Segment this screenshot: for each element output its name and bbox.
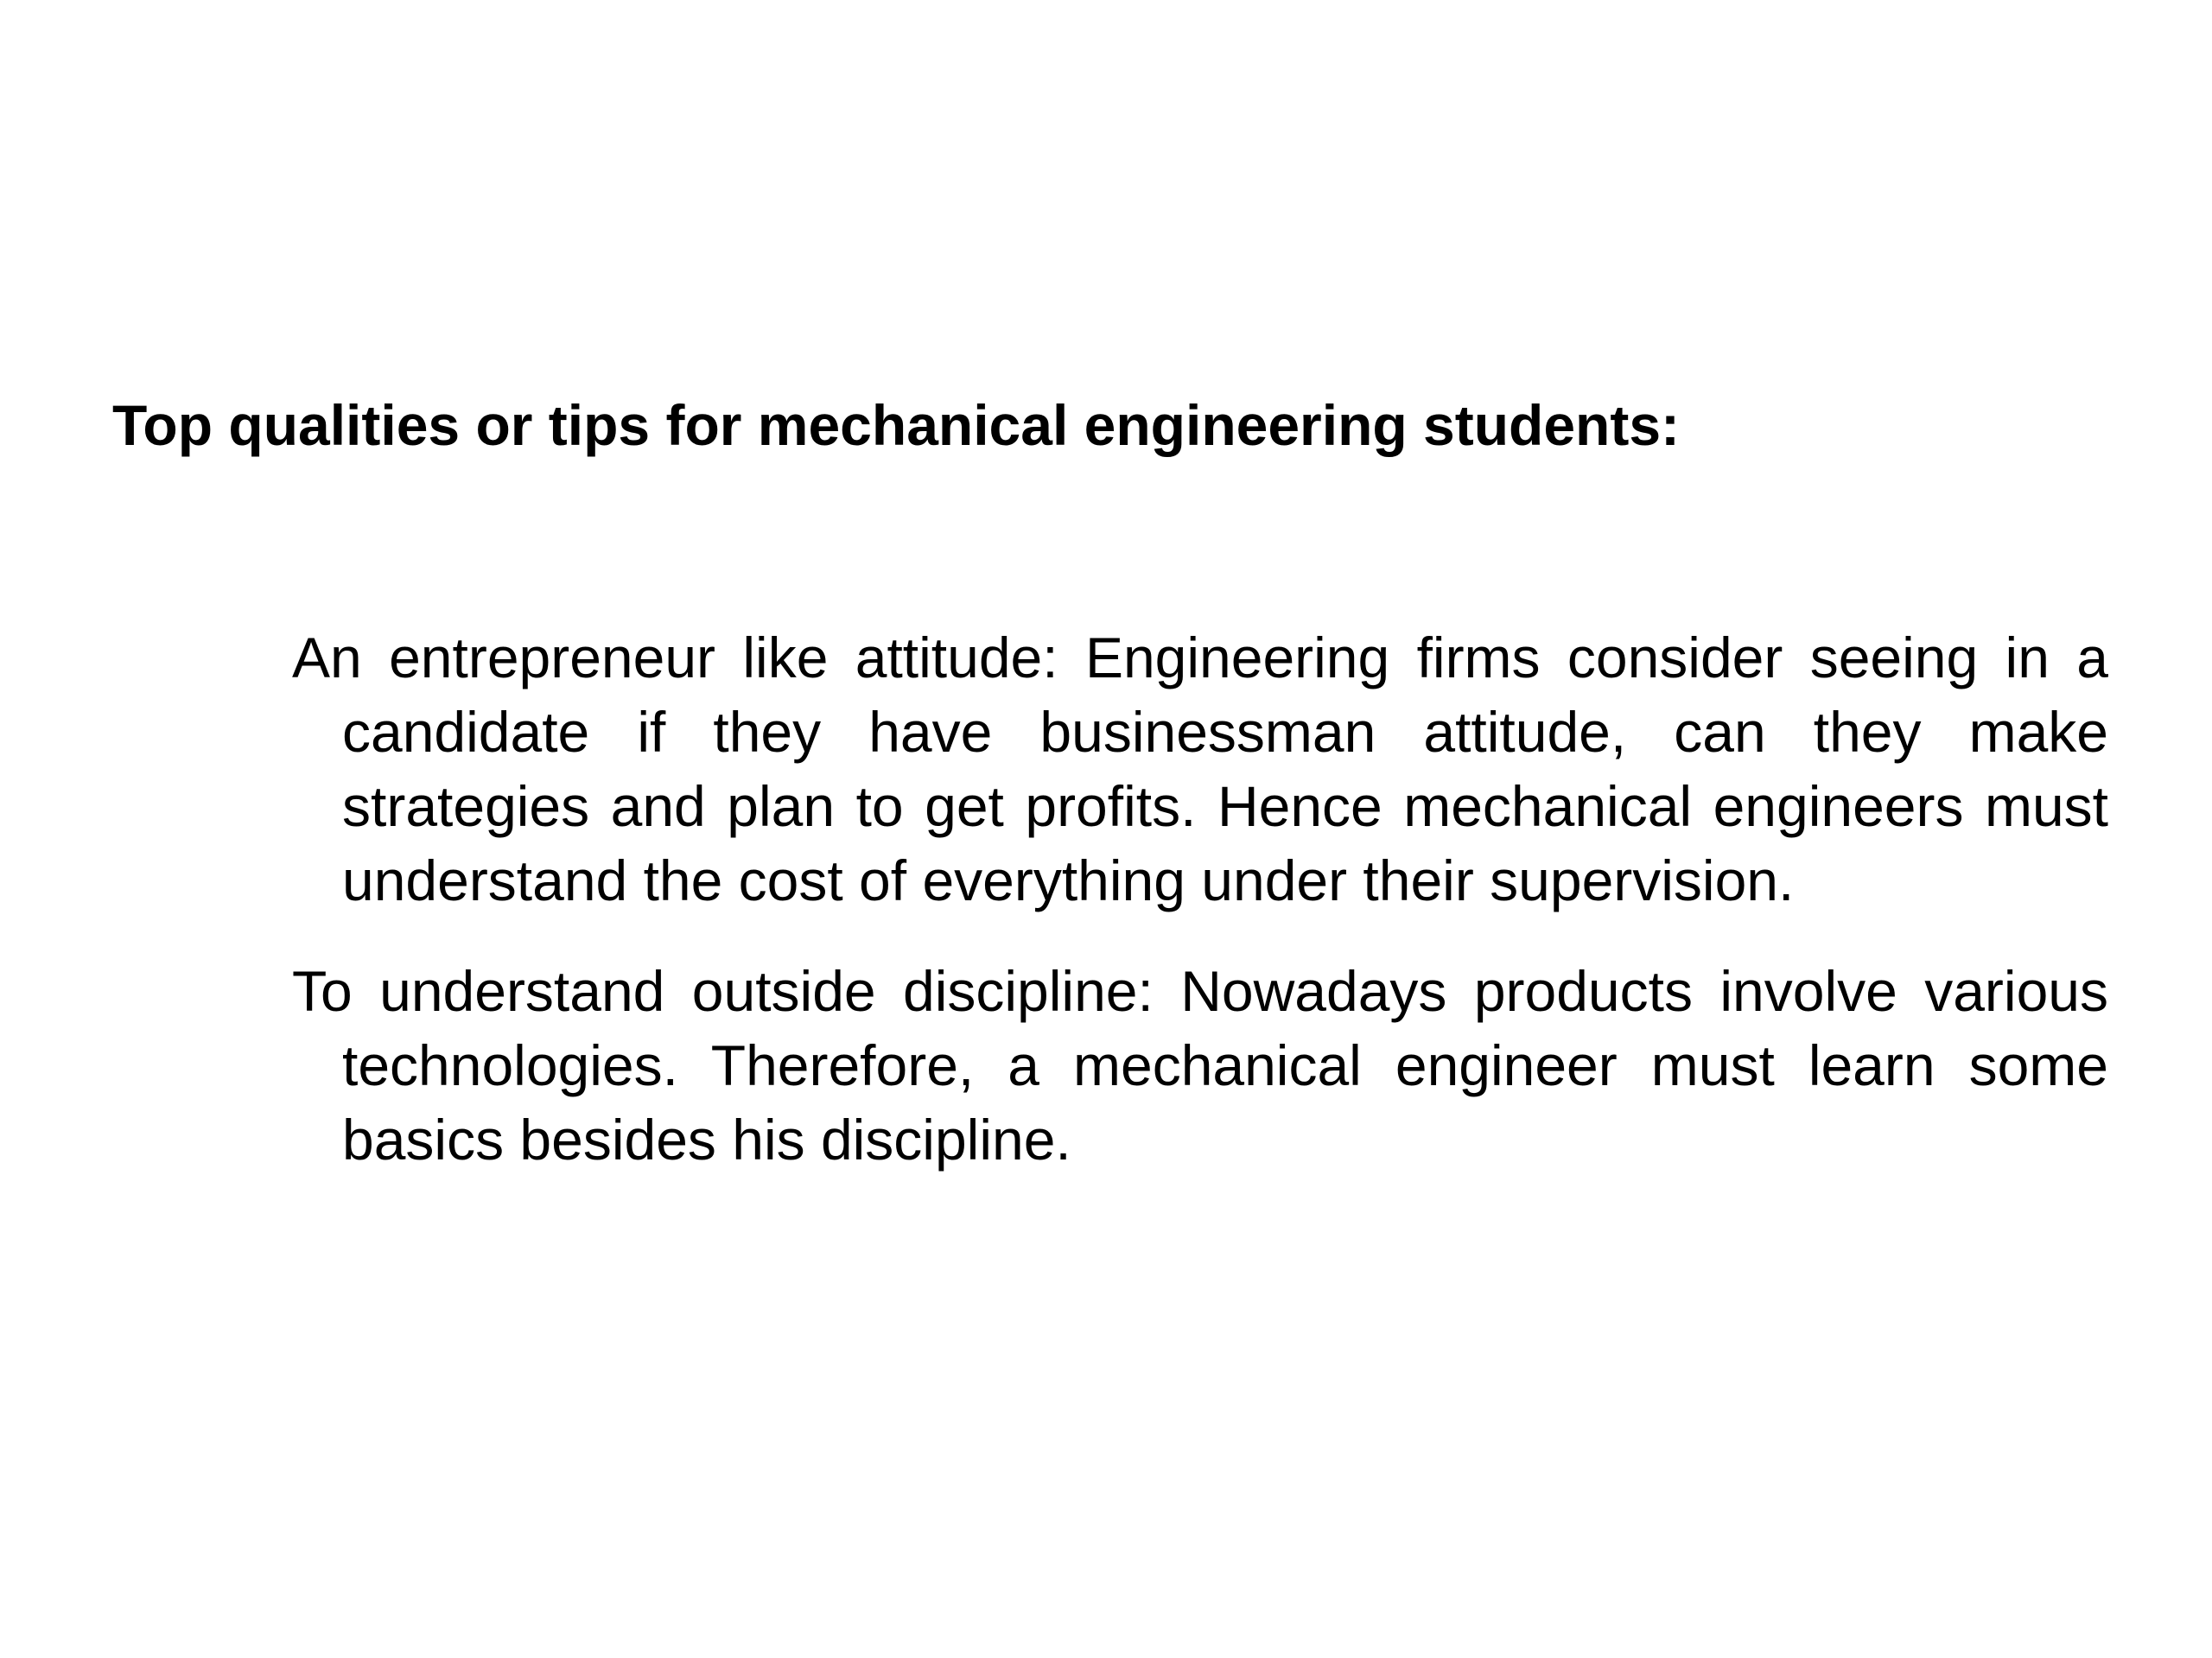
tips-list: [292, 620, 2108, 1213]
tip-entrepreneur-attitude: An entrepreneur like attitude: Engineering firms consider seeing in a candidate if they have businessman attitude, can they make strategies and plan to get profits. Hence mechanical engineers must understand the cost of everything under their supervision.: [292, 626, 2108, 912]
tip-outside-discipline: To understand outside discipline: Nowadays products involve various technologies. Therefore, a mechanical engineer must learn some basics besides his discipline.: [292, 959, 2108, 1172]
slide-heading: Top qualities or tips for mechanical engineering students:: [112, 393, 1681, 457]
